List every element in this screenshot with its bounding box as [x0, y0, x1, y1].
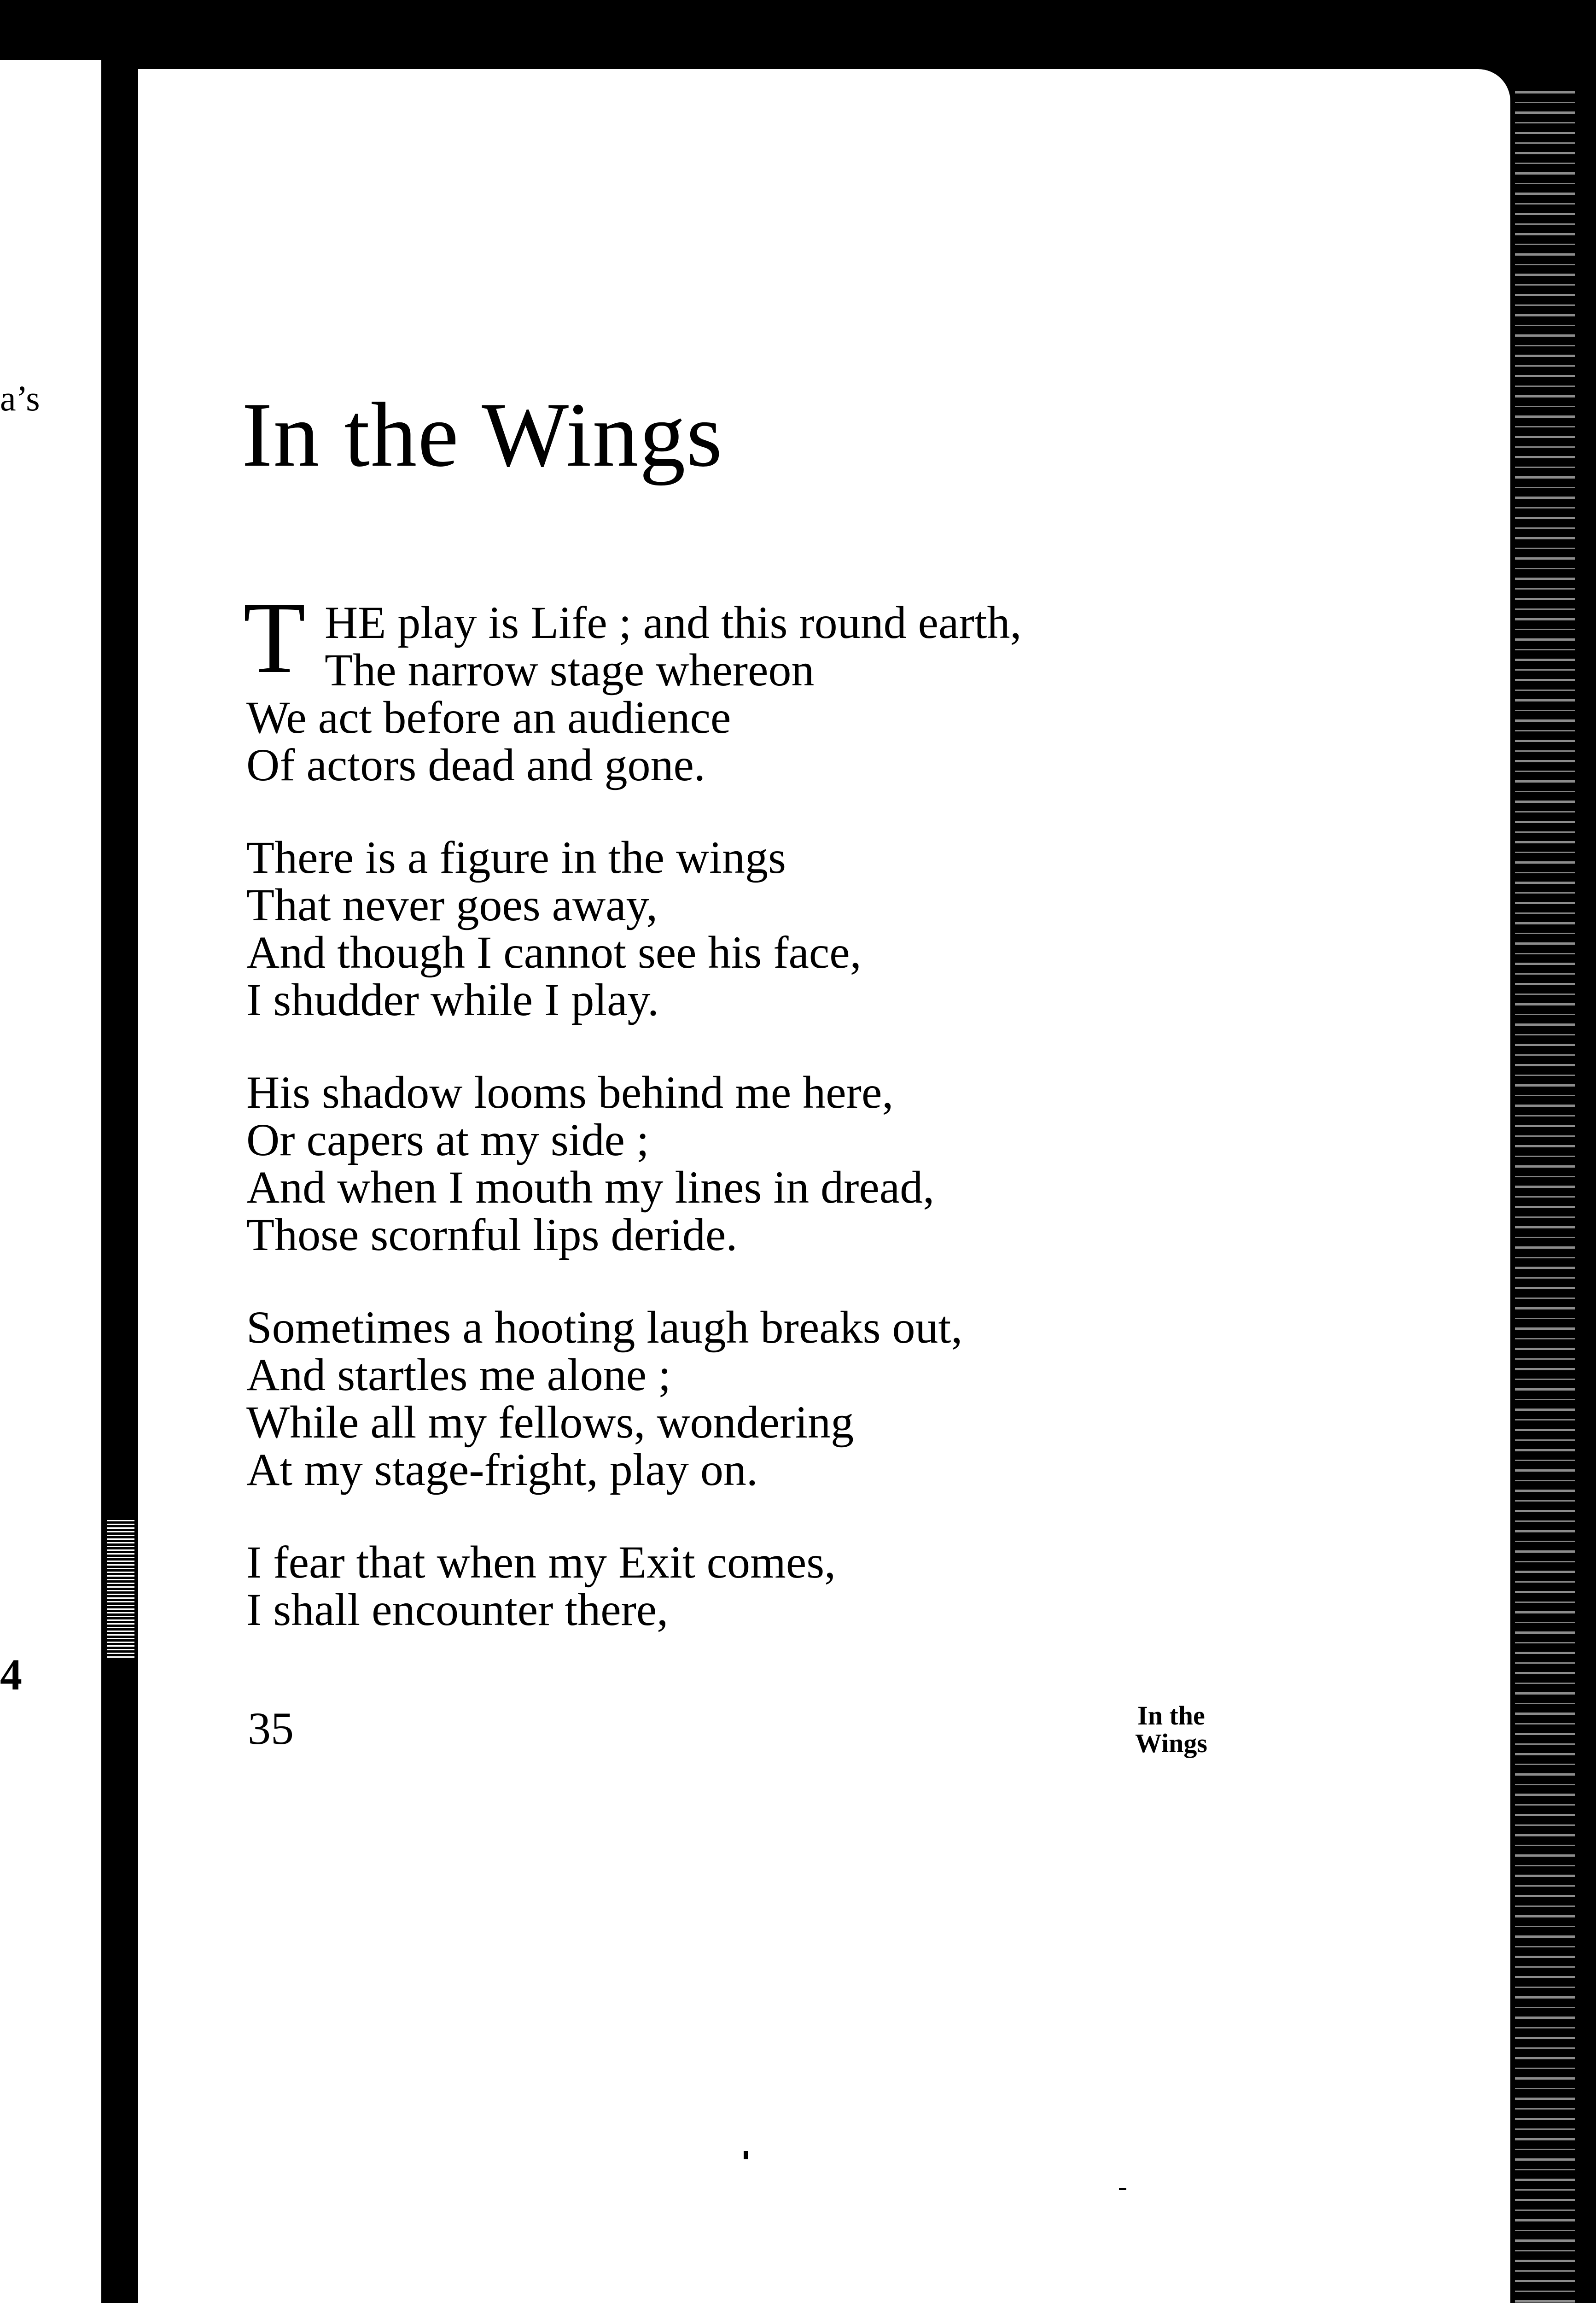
poem-line: That never goes away,	[246, 879, 658, 930]
poem-line: Those scornful lips deride.	[246, 1209, 738, 1260]
page-edge-fringe	[1515, 83, 1575, 2303]
poem-title: In the Wings	[242, 384, 723, 486]
facing-page-edge	[0, 60, 101, 2303]
poem-line: Sometimes a hooting laugh breaks out,	[246, 1302, 963, 1353]
poem-line: His shadow looms behind me here,	[246, 1067, 894, 1118]
gutter-shadow	[107, 1520, 134, 1658]
facing-page-text-fragment: a’s	[0, 378, 40, 418]
catchword-line: In the	[1137, 1701, 1205, 1730]
poem-line: I shudder while I play.	[246, 974, 659, 1025]
scan-speck	[1119, 2188, 1126, 2190]
poem-line: And startles me alone ;	[246, 1349, 671, 1400]
stanza-2	[246, 834, 862, 1023]
poem-line: I shall encounter there,	[246, 1584, 669, 1635]
book-page	[138, 69, 1510, 2303]
poem-line: I fear that when my Exit comes,	[246, 1537, 836, 1588]
stanza-3	[246, 1069, 934, 1258]
poem-line: At my stage-fright, play on.	[246, 1444, 758, 1495]
poem-line: There is a figure in the wings	[246, 832, 786, 883]
drop-cap: T	[243, 581, 306, 695]
poem-line: We act before an audience	[246, 692, 731, 743]
poem-line: And when I mouth my lines in dread,	[246, 1162, 935, 1213]
poem-line: And though I cannot see his face,	[246, 927, 862, 978]
poem-line: Of actors dead and gone.	[246, 739, 705, 790]
catchword-line: Wings	[1135, 1728, 1207, 1758]
poem-line: The narrow stage whereon	[325, 644, 815, 696]
stanza-4	[246, 1303, 962, 1493]
scan-speck	[744, 2151, 748, 2159]
poem-line: HE play is Life ; and this round earth,	[325, 597, 1022, 648]
facing-page-number-fragment: 4	[0, 1650, 22, 1699]
catchword	[1135, 1702, 1207, 1757]
stanza-1	[246, 599, 1022, 789]
page-number: 35	[248, 1703, 294, 1754]
stanza-5	[246, 1538, 836, 1633]
poem-line: While all my fellows, wondering	[246, 1397, 854, 1448]
poem-line: Or capers at my side ;	[246, 1114, 649, 1165]
